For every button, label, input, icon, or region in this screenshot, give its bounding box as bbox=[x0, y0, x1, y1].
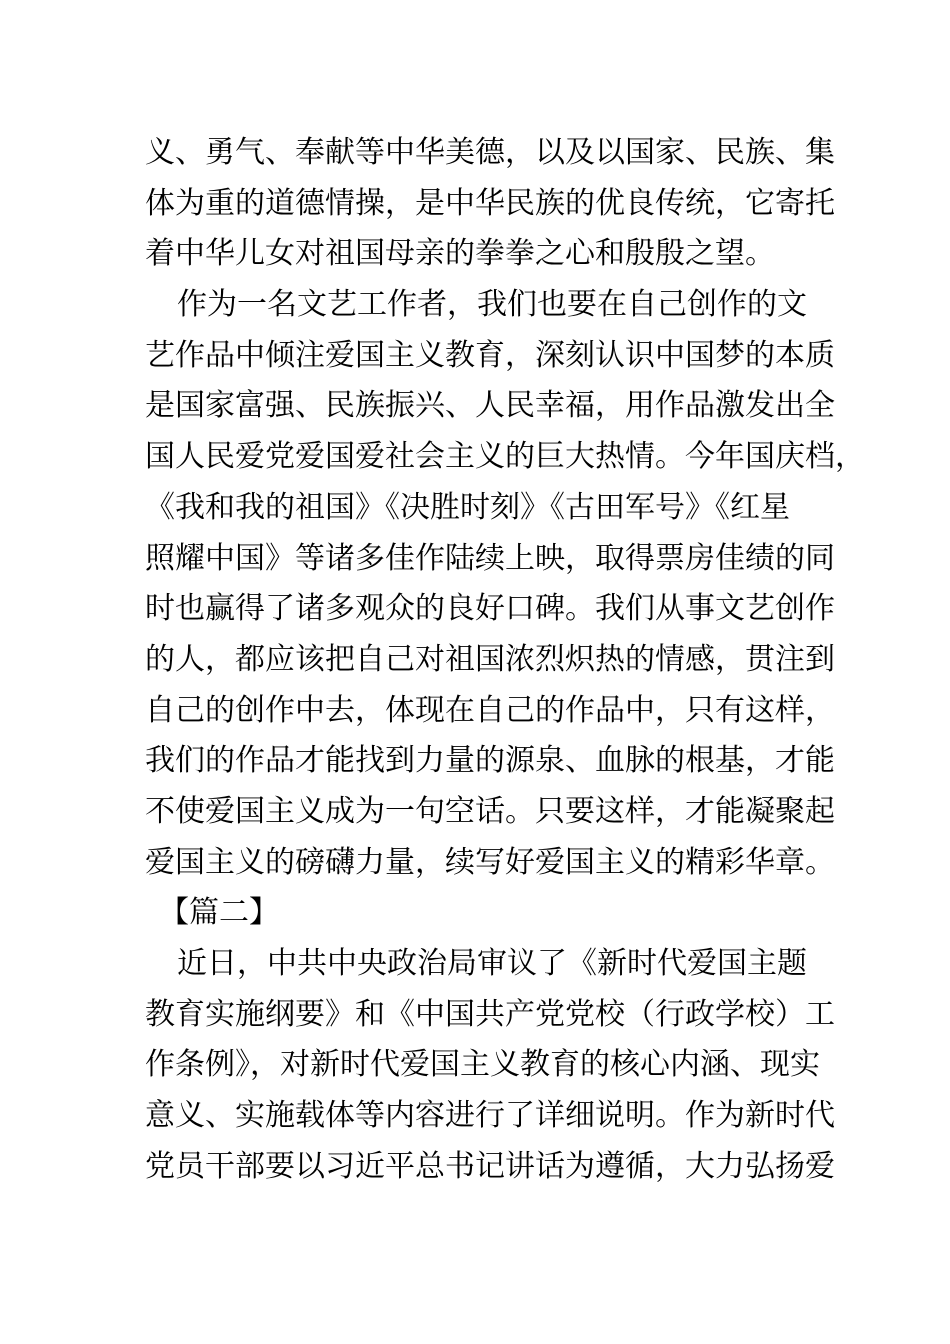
text-line: 作条例》，对新时代爱国主义教育的核心内涵、现实 bbox=[145, 1047, 820, 1083]
section-heading-text: 【篇二】 bbox=[159, 895, 279, 931]
text-line: 自己的创作中去，体现在自己的作品中，只有这样， bbox=[145, 692, 835, 728]
text-line: 照耀中国》等诸多佳作陆续上映，取得票房佳绩的同 bbox=[145, 540, 835, 576]
text-line: 时也赢得了诸多观众的良好口碑。我们从事文艺创作 bbox=[145, 591, 835, 627]
section-heading bbox=[145, 888, 815, 939]
text-line: 教育实施纲要》和《中国共产党党校（行政学校）工 bbox=[145, 996, 835, 1032]
text-line: 爱国主义的磅礴力量，续写好爱国主义的精彩华章。 bbox=[145, 844, 835, 880]
text-line: 国人民爱党爱国爱社会主义的巨大热情。今年国庆档， bbox=[145, 439, 865, 475]
text-line: 不使爱国主义成为一句空话。只要这样，才能凝聚起 bbox=[145, 793, 835, 829]
text-line: 的人，都应该把自己对祖国浓烈炽热的情感，贯注到 bbox=[145, 641, 835, 677]
text-line: 艺作品中倾注爱国主义教育，深刻认识中国梦的本质 bbox=[145, 337, 835, 373]
paragraph-continuation bbox=[145, 128, 835, 280]
text-line: 体为重的道德情操，是中华民族的优良传统，它寄托 bbox=[145, 185, 835, 221]
text-line: 义、勇气、奉献等中华美德，以及以国家、民族、集 bbox=[145, 135, 835, 170]
paragraph-artist-role bbox=[145, 280, 865, 888]
paragraph-section-two bbox=[145, 939, 835, 1192]
text-line: 着中华儿女对祖国母亲的拳拳之心和殷殷之望。 bbox=[145, 236, 775, 272]
text-line: 我们的作品才能找到力量的源泉、血脉的根基，才能 bbox=[145, 743, 835, 779]
text-line: 意义、实施载体等内容进行了详细说明。作为新时代 bbox=[145, 1098, 835, 1134]
text-line: 是国家富强、民族振兴、人民幸福，用作品激发出全 bbox=[145, 388, 835, 424]
text-line: 作为一名文艺工作者，我们也要在自己创作的文 bbox=[177, 287, 807, 323]
text-line: 近日，中共中央政治局审议了《新时代爱国主题 bbox=[177, 946, 807, 981]
text-line: 党员干部要以习近平总书记讲话为遵循，大力弘扬爱 bbox=[145, 1148, 835, 1184]
text-line: 《我和我的祖国》《决胜时刻》《古田军号》《红星 bbox=[145, 489, 790, 525]
document-body bbox=[145, 128, 865, 1192]
